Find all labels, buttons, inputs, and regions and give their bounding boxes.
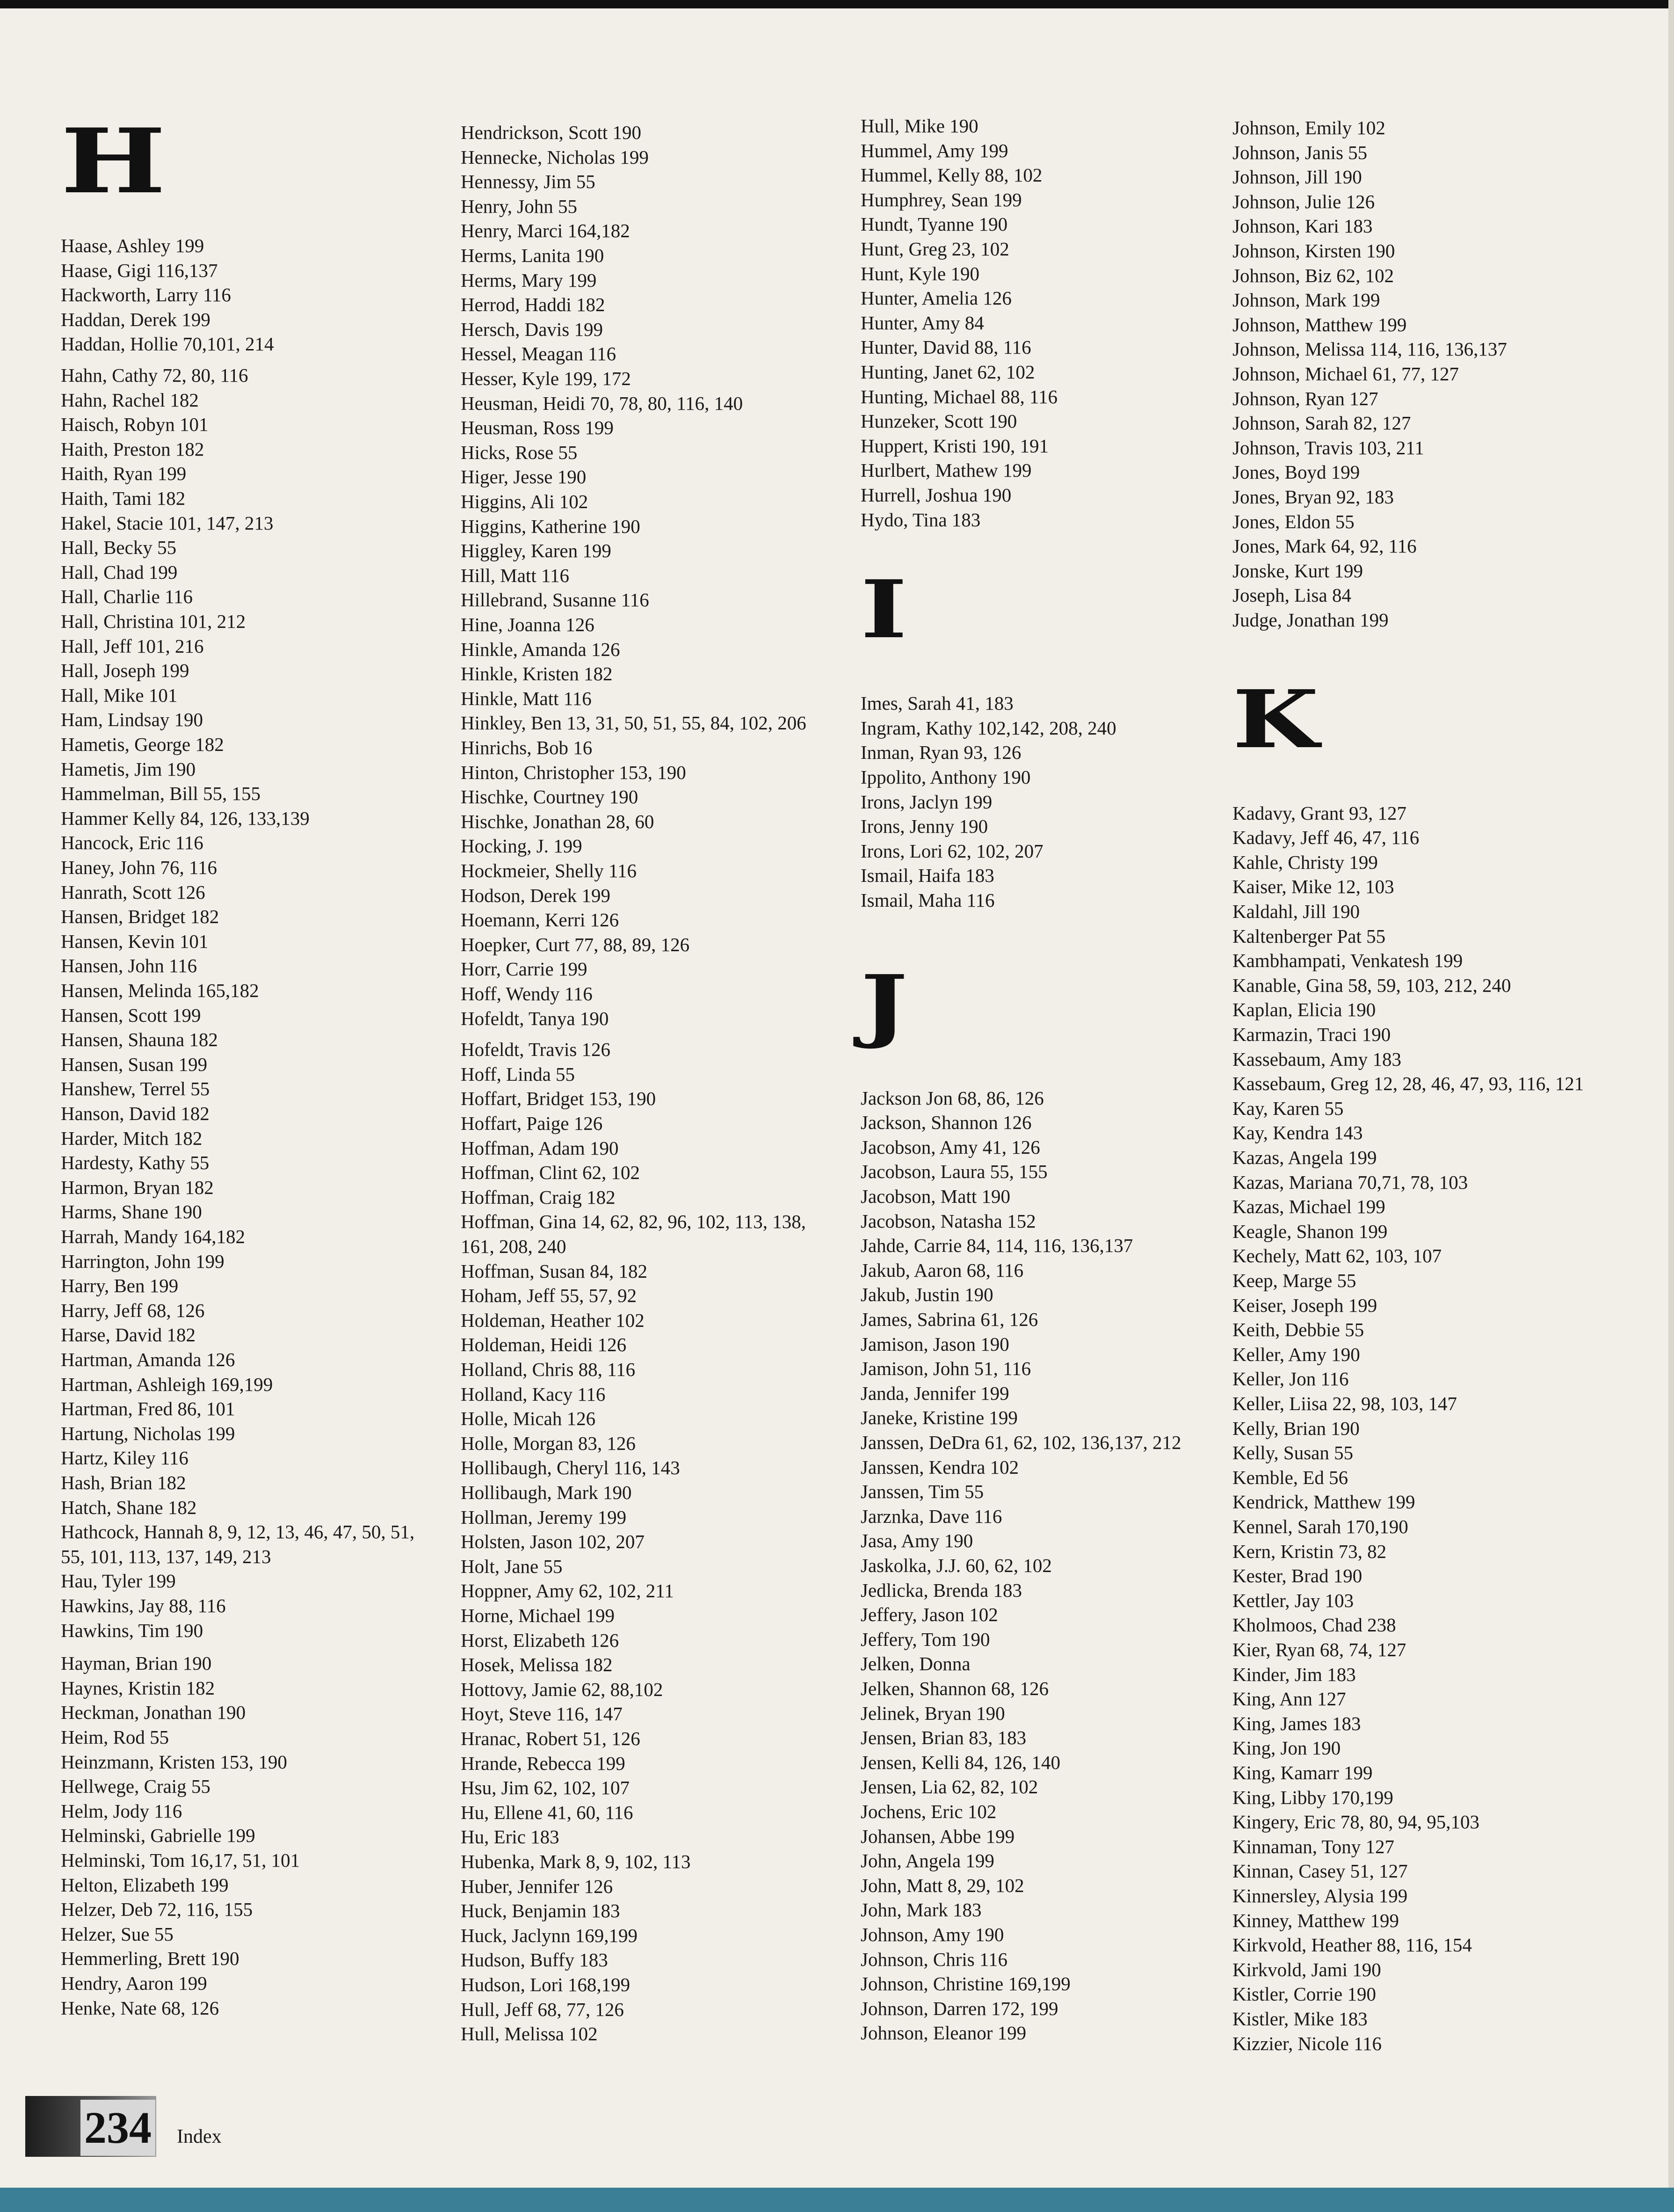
index-entry: Hennecke, Nicholas 199 [461,146,649,168]
index-entry: Helm, Jody 116 [61,1800,182,1822]
index-entry: Hubenka, Mark 8, 9, 102, 113 [461,1851,691,1872]
section-letter-i: I [861,563,907,657]
index-entry: Jacobson, Natasha 152 [861,1210,1036,1232]
index-entry: Heim, Rod 55 [61,1726,169,1748]
index-entry: Hansen, Susan 199 [61,1054,208,1075]
index-entry: Hakel, Stacie 101, 147, 213 [61,512,274,534]
index-entry: Johnson, Eleanor 199 [861,2022,1027,2044]
index-entry: Kettler, Jay 103 [1232,1590,1354,1611]
index-entry: Jedlicka, Brenda 183 [861,1579,1022,1601]
index-entry: Kirkvold, Jami 190 [1232,1959,1381,1980]
index-entry: Haith, Ryan 199 [61,463,187,484]
index-entry: Hunt, Greg 23, 102 [861,238,1009,260]
index-entry: King, Libby 170,199 [1232,1787,1393,1808]
index-entry: Hoepker, Curt 77, 88, 89, 126 [461,934,690,955]
index-entry: Ippolito, Anthony 190 [861,766,1031,788]
index-entry: Hofeldt, Travis 126 [461,1039,611,1060]
index-entry: Hrande, Rebecca 199 [461,1753,625,1774]
index-entry: Hunting, Janet 62, 102 [861,361,1035,383]
index-entry: Hall, Chad 199 [61,561,178,583]
index-entry: Johnson, Mark 199 [1232,289,1380,311]
index-entry: Johnson, Darren 172, 199 [861,1998,1058,2019]
index-entry: Hancock, Eric 116 [61,832,203,853]
index-entry: Hranac, Robert 51, 126 [461,1728,640,1749]
index-entry: Hau, Tyler 199 [61,1570,176,1592]
index-entry: Hinkle, Kristen 182 [461,663,613,684]
index-entry: Hoffart, Bridget 153, 190 [461,1088,656,1109]
page-top-edge [0,0,1674,8]
index-entry: Hofeldt, Tanya 190 [461,1008,609,1029]
index-entry: Helzer, Deb 72, 116, 155 [61,1899,253,1920]
index-entry: Harms, Shane 190 [61,1201,202,1222]
index-entry: King, Ann 127 [1232,1688,1346,1710]
page-number: 234 [80,2100,155,2156]
index-entry: Johnson, Christine 169,199 [861,1973,1071,1994]
index-entry: Helzer, Sue 55 [61,1923,174,1945]
index-entry: Kemble, Ed 56 [1232,1467,1348,1488]
index-entry: Herms, Mary 199 [461,269,597,291]
index-entry: John, Mark 183 [861,1899,982,1921]
index-entry: Hartung, Nicholas 199 [61,1423,235,1444]
index-entry: Helminski, Tom 16,17, 51, 101 [61,1849,300,1871]
index-entry: Jensen, Lia 62, 82, 102 [861,1776,1038,1797]
index-entry: Johnson, Kari 183 [1232,215,1373,237]
index-entry: Kay, Kendra 143 [1232,1122,1363,1143]
index-entry: Haddan, Hollie 70,101, 214 [61,333,274,355]
index-entry: Kelly, Brian 190 [1232,1418,1360,1439]
index-entry: Hosek, Melissa 182 [461,1654,613,1675]
index-entry: Heusman, Ross 199 [461,417,614,438]
index-entry: Johnson, Chris 116 [861,1949,1007,1970]
index-entry: Heckman, Jonathan 190 [61,1702,246,1723]
index-entry: Harse, David 182 [61,1324,196,1346]
index-entry: Hoffman, Clint 62, 102 [461,1162,640,1183]
index-entry: Janssen, Kendra 102 [861,1456,1019,1478]
index-entry: Hollman, Jeremy 199 [461,1506,627,1528]
index-entry: Ismail, Maha 116 [861,889,995,911]
index-entry: Kassebaum, Greg 12, 28, 46, 47, 93, 116, 121 [1232,1073,1584,1094]
index-entry: Hockmeier, Shelly 116 [461,860,637,881]
index-entry: Hoff, Linda 55 [461,1063,575,1085]
index-entry: Irons, Jaclyn 199 [861,791,993,813]
index-entry: Janssen, DeDra 61, 62, 102, 136,137, 212 [861,1432,1181,1453]
index-entry: Kaltenberger Pat 55 [1232,925,1386,947]
index-entry: Hunter, David 88, 116 [861,336,1031,358]
index-entry: Johnson, Amy 190 [861,1924,1004,1945]
index-entry: Kaiser, Mike 12, 103 [1232,876,1394,897]
index-entry: Hill, Matt 116 [461,565,569,586]
index-entry: Imes, Sarah 41, 183 [861,692,1014,714]
index-entry: Huber, Jennifer 126 [461,1876,613,1897]
index-entry: Haddan, Derek 199 [61,309,210,330]
index-entry: Hsu, Jim 62, 102, 107 [461,1777,630,1798]
index-entry: Hurlbert, Mathew 199 [861,459,1032,481]
index-entry: Hydo, Tina 183 [861,509,981,531]
index-entry: Hoham, Jeff 55, 57, 92 [461,1285,637,1306]
index-entry: Inman, Ryan 93, 126 [861,742,1022,763]
index-entry: Ingram, Kathy 102,142, 208, 240 [861,717,1116,739]
index-entry: Hurrell, Joshua 190 [861,484,1012,506]
index-entry: Kizzier, Nicole 116 [1232,2033,1382,2054]
index-entry: Heusman, Heidi 70, 78, 80, 116, 140 [461,393,743,414]
index-entry: Higgley, Karen 199 [461,540,611,561]
index-entry: Jelinek, Bryan 190 [861,1703,1005,1724]
index-entry: Hammelman, Bill 55, 155 [61,783,261,804]
index-entry: Keith, Debbie 55 [1232,1319,1364,1340]
index-entry: Keep, Marge 55 [1232,1270,1356,1291]
section-letter-k: K [1232,672,1319,766]
bottom-color-band [0,2188,1674,2212]
index-entry: Keiser, Joseph 199 [1232,1295,1377,1316]
index-entry: Jones, Eldon 55 [1232,511,1355,532]
index-entry: Hoffman, Craig 182 [461,1186,616,1208]
index-entry: Jensen, Brian 83, 183 [861,1727,1027,1748]
index-entry: Haynes, Kristin 182 [61,1677,215,1699]
index-entry: Hillebrand, Susanne 116 [461,589,649,611]
index-entry: Hanshew, Terrel 55 [61,1078,210,1099]
index-entry: Hellwege, Craig 55 [61,1775,210,1797]
index-entry: Jamison, Jason 190 [861,1333,1009,1355]
index-entry: Hischke, Courtney 190 [461,786,638,808]
section-letter-h: H [61,109,166,213]
section-letter-j: J [861,957,908,1051]
index-entry: Jelken, Shannon 68, 126 [861,1678,1049,1699]
index-entry: Kahle, Christy 199 [1232,851,1378,873]
index-entry: Hundt, Tyanne 190 [861,213,1008,235]
index-entry: Kinney, Matthew 199 [1232,1910,1399,1931]
index-entry: Hunzeker, Scott 190 [861,410,1017,432]
index-entry: Kingery, Eric 78, 80, 94, 95,103 [1232,1811,1479,1833]
index-entry: Kay, Karen 55 [1232,1098,1344,1119]
index-entry: Hunt, Kyle 190 [861,263,979,284]
index-entry: Harder, Mitch 182 [61,1128,203,1149]
index-entry: Joseph, Lisa 84 [1232,584,1351,606]
index-entry: Hahn, Cathy 72, 80, 116 [61,364,248,386]
index-entry: Hoffart, Paige 126 [461,1113,603,1134]
index-entry: Jeffery, Jason 102 [861,1604,998,1625]
index-entry: Kester, Brad 190 [1232,1565,1362,1586]
index-entry: Helminski, Gabrielle 199 [61,1825,255,1846]
index-entry: Johansen, Abbe 199 [861,1826,1015,1847]
index-entry: Harmon, Bryan 182 [61,1177,214,1198]
index-entry: Johnson, Ryan 127 [1232,388,1378,409]
index-entry: Hanrath, Scott 126 [61,881,205,903]
index-entry: Jahde, Carrie 84, 114, 116, 136,137 [861,1235,1133,1256]
index-entry: Hull, Melissa 102 [461,2023,598,2045]
index-entry: Hartz, Kiley 116 [61,1447,188,1469]
index-entry: James, Sabrina 61, 126 [861,1309,1038,1330]
index-entry: Holland, Kacy 116 [461,1383,606,1405]
index-entry: Hinkle, Matt 116 [461,688,592,709]
index-entry: Kazas, Angela 199 [1232,1147,1377,1168]
index-entry: Hoffman, Susan 84, 182 [461,1260,647,1282]
index-entry: Kelly, Susan 55 [1232,1442,1354,1463]
index-entry: Jarznka, Dave 116 [861,1506,1002,1527]
index-entry: John, Angela 199 [861,1850,994,1871]
index-entry: Humphrey, Sean 199 [861,189,1022,211]
index-entry: Hartman, Amanda 126 [61,1349,235,1370]
index-entry: Helton, Elizabeth 199 [61,1874,229,1896]
index-entry: Irons, Jenny 190 [861,815,988,837]
index-entry: Holdeman, Heather 102 [461,1310,645,1331]
index-entry: Hardesty, Kathy 55 [61,1152,210,1173]
index-entry: Kirkvold, Heather 88, 116, 154 [1232,1934,1472,1956]
index-entry: Hennessy, Jim 55 [461,171,595,192]
index-entry: Hollibaugh, Mark 190 [461,1482,632,1503]
index-entry: Hall, Jeff 101, 216 [61,635,204,657]
index-entry: Keller, Amy 190 [1232,1344,1360,1365]
index-entry: Hinrichs, Bob 16 [461,737,593,758]
index-entry: Henry, Marci 164,182 [461,220,630,241]
index-entry: Hesser, Kyle 199, 172 [461,368,631,389]
index-entry: King, James 183 [1232,1713,1361,1734]
index-entry: Johnson, Sarah 82, 127 [1232,412,1411,434]
index-entry: Harry, Ben 199 [61,1275,179,1296]
index-entry: Kadavy, Grant 93, 127 [1232,802,1406,824]
index-entry: Jakub, Justin 190 [861,1284,993,1305]
index-entry: Jacobson, Amy 41, 126 [861,1136,1040,1158]
index-entry: Keagle, Shanon 199 [1232,1221,1388,1242]
index-entry: Haith, Tami 182 [61,488,186,509]
index-entry: King, Kamarr 199 [1232,1762,1373,1783]
index-entry: Hendrickson, Scott 190 [461,122,642,143]
index-entry: Hinkle, Amanda 126 [461,639,620,660]
index-entry: Hersch, Davis 199 [461,319,603,340]
index-entry: Jonske, Kurt 199 [1232,560,1363,582]
index-entry: Hoffman, Gina 14, 62, 82, 96, 102, 113, 138, [461,1211,806,1232]
index-entry: Huck, Benjamin 183 [461,1900,620,1921]
index-entry: Hoyt, Steve 116, 147 [461,1703,623,1724]
index-entry: Hackworth, Larry 116 [61,284,231,306]
index-entry: Herrod, Haddi 182 [461,294,605,315]
index-entry: Jelken, Donna [861,1653,971,1674]
index-entry: Jacobson, Laura 55, 155 [861,1161,1048,1182]
index-entry: Hull, Jeff 68, 77, 126 [461,1999,624,2020]
index-entry: Kambhampati, Venkatesh 199 [1232,950,1463,971]
index-entry: Kaldahl, Jill 190 [1232,901,1360,922]
index-entry: 161, 208, 240 [461,1236,566,1257]
index-entry: Keller, Liisa 22, 98, 103, 147 [1232,1393,1457,1414]
index-entry: Haase, Ashley 199 [61,235,204,256]
index-entry: Hansen, Scott 199 [61,1004,201,1026]
index-entry: Jackson, Shannon 126 [861,1112,1032,1133]
index-entry: Johnson, Matthew 199 [1232,314,1407,335]
index-entry: Irons, Lori 62, 102, 207 [861,840,1044,862]
index-entry: King, Jon 190 [1232,1737,1341,1759]
index-entry: Janeke, Kristine 199 [861,1407,1018,1428]
index-entry: Kinnersley, Alysia 199 [1232,1885,1408,1906]
index-entry: Johnson, Kirsten 190 [1232,240,1395,262]
index-entry: Haisch, Robyn 101 [61,414,209,435]
index-entry: Hinkley, Ben 13, 31, 50, 51, 55, 84, 102, 206 [461,712,806,734]
index-entry: Janda, Jennifer 199 [861,1382,1009,1404]
index-entry: Kern, Kristin 73, 82 [1232,1541,1387,1562]
index-entry: Jensen, Kelli 84, 126, 140 [861,1752,1061,1773]
index-entry: Kazas, Michael 199 [1232,1196,1385,1217]
index-entry: Jamison, John 51, 116 [861,1358,1031,1379]
index-entry: Hummel, Amy 199 [861,140,1008,161]
index-entry: Haney, John 76, 116 [61,857,217,878]
index-entry: Kassebaum, Amy 183 [1232,1048,1401,1070]
index-entry: Henke, Nate 68, 126 [61,1997,219,2019]
index-entry: Hash, Brian 182 [61,1472,186,1493]
index-entry: Hall, Mike 101 [61,684,178,706]
index-entry: Hansen, Shauna 182 [61,1029,218,1050]
index-entry: Horne, Michael 199 [461,1605,615,1626]
index-entry: Holt, Jane 55 [461,1556,563,1577]
index-entry: Johnson, Travis 103, 211 [1232,437,1424,458]
index-entry: Kanable, Gina 58, 59, 103, 212, 240 [1232,975,1511,996]
index-entry: Holland, Chris 88, 116 [461,1359,636,1380]
index-entry: Hatch, Shane 182 [61,1497,197,1518]
index-entry: Hall, Joseph 199 [61,660,189,681]
index-entry: Hummel, Kelly 88, 102 [861,164,1043,186]
index-entry: Hischke, Jonathan 28, 60 [461,811,654,832]
index-entry: Hansen, John 116 [61,955,197,976]
index-entry: Hoff, Wendy 116 [461,983,593,1004]
index-entry: Ham, Lindsay 190 [61,709,203,730]
index-entry: Jeffery, Tom 190 [861,1629,990,1650]
index-entry: Johnson, Melissa 114, 116, 136,137 [1232,338,1507,360]
index-entry: Hawkins, Tim 190 [61,1620,203,1641]
index-entry: Hu, Eric 183 [461,1826,559,1848]
index-entry: Keller, Jon 116 [1232,1368,1349,1390]
index-entry: Hall, Becky 55 [61,537,177,558]
index-entry: Huck, Jaclynn 169,199 [461,1925,638,1946]
index-entry: Kechely, Matt 62, 103, 107 [1232,1245,1442,1266]
index-entry: Hoemann, Kerri 126 [461,909,619,931]
index-entry: Heinzmann, Kristen 153, 190 [61,1751,287,1773]
index-entry: Higgins, Ali 102 [461,491,588,512]
index-entry: Herms, Lanita 190 [461,245,604,266]
index-entry: Harrah, Mandy 164,182 [61,1226,245,1247]
index-entry: Hartman, Fred 86, 101 [61,1398,235,1419]
index-entry: Holle, Morgan 83, 126 [461,1433,636,1454]
index-entry: Kinnaman, Tony 127 [1232,1836,1394,1857]
index-entry: Kaplan, Elicia 190 [1232,999,1376,1020]
index-entry: Hansen, Bridget 182 [61,906,219,927]
index-entry: Hessel, Meagan 116 [461,343,616,364]
index-entry: Kazas, Mariana 70,71, 78, 103 [1232,1171,1468,1193]
section-label: Index [177,2126,222,2147]
index-entry: Jaskolka, J.J. 60, 62, 102 [861,1555,1052,1576]
index-entry: Hall, Charlie 116 [61,586,193,607]
index-entry: Jones, Bryan 92, 183 [1232,486,1394,508]
index-entry: Hocking, J. 199 [461,835,582,857]
index-entry: Hathcock, Hannah 8, 9, 12, 13, 46, 47, 50, 51, [61,1521,415,1543]
index-entry: Janssen, Tim 55 [861,1481,984,1502]
index-entry: Hudson, Buffy 183 [461,1949,608,1971]
index-entry: Johnson, Janis 55 [1232,142,1368,163]
index-entry: Hicks, Rose 55 [461,442,578,463]
index-entry: Hendry, Aaron 199 [61,1972,207,1994]
index-entry: Kistler, Corrie 190 [1232,1983,1376,2005]
index-entry: Hull, Mike 190 [861,115,978,137]
index-entry: Haith, Preston 182 [61,438,204,460]
index-entry: 55, 101, 113, 137, 149, 213 [61,1546,271,1567]
index-entry: Hametis, Jim 190 [61,758,196,780]
index-entry: Hammer Kelly 84, 126, 133,139 [61,808,310,829]
index-entry: Jakub, Aaron 68, 116 [861,1259,1024,1281]
index-entry: Hu, Ellene 41, 60, 116 [461,1802,633,1823]
index-entry: Higer, Jesse 190 [461,466,587,488]
index-entry: Hansen, Kevin 101 [61,931,209,952]
index-entry: Huppert, Kristi 190, 191 [861,435,1049,457]
index-entry: Hunter, Amy 84 [861,312,984,334]
index-entry: Kistler, Mike 183 [1232,2008,1368,2030]
index-entry: Hartman, Ashleigh 169,199 [61,1374,273,1395]
index-entry: Holdeman, Heidi 126 [461,1334,627,1355]
index-entry: Kier, Ryan 68, 74, 127 [1232,1639,1406,1660]
index-entry: Jackson Jon 68, 86, 126 [861,1087,1044,1109]
index-entry: Hemmerling, Brett 190 [61,1948,239,1969]
index-entry: Johnson, Jill 190 [1232,166,1362,188]
index-entry: Hansen, Melinda 165,182 [61,980,259,1001]
index-entry: Harrington, John 199 [61,1251,225,1272]
index-entry: Kennel, Sarah 170,190 [1232,1516,1408,1537]
index-entry: Horr, Carrie 199 [461,958,587,980]
index-entry: Hunting, Michael 88, 116 [861,386,1058,407]
index-entry: Hunter, Amelia 126 [861,287,1012,309]
index-entry: Johnson, Biz 62, 102 [1232,265,1394,286]
index-entry: Hawkins, Jay 88, 116 [61,1595,226,1616]
index-entry: Henry, John 55 [461,196,578,217]
index-entry: Jasa, Amy 190 [861,1530,973,1551]
index-entry: Judge, Jonathan 199 [1232,609,1389,631]
index-entry: Holle, Micah 126 [461,1408,596,1429]
index-entry: John, Matt 8, 29, 102 [861,1875,1024,1896]
index-entry: Holsten, Jason 102, 207 [461,1531,645,1552]
index-entry: Jacobson, Matt 190 [861,1186,1010,1207]
index-entry: Jones, Mark 64, 92, 116 [1232,535,1417,557]
index-entry: Johnson, Michael 61, 77, 127 [1232,363,1459,385]
index-entry: Kadavy, Jeff 46, 47, 116 [1232,827,1420,848]
index-entry: Hottovy, Jamie 62, 88,102 [461,1679,663,1700]
index-entry: Hine, Joanna 126 [461,614,594,635]
index-entry: Johnson, Emily 102 [1232,117,1385,138]
index-entry: Jochens, Eric 102 [861,1801,997,1822]
index-entry: Hollibaugh, Cheryl 116, 143 [461,1457,680,1478]
index-entry: Hoffman, Adam 190 [461,1137,619,1159]
index-entry: Hudson, Lori 168,199 [461,1974,630,1995]
index-entry: Karmazin, Traci 190 [1232,1024,1391,1045]
index-entry: Harry, Jeff 68, 126 [61,1300,205,1321]
index-entry: Hoppner, Amy 62, 102, 211 [461,1580,674,1601]
index-entry: Haase, Gigi 116,137 [61,260,218,281]
index-entry: Ismail, Haifa 183 [861,865,994,886]
index-entry: Kinnan, Casey 51, 127 [1232,1860,1408,1882]
index-entry: Kendrick, Matthew 199 [1232,1491,1415,1513]
index-entry: Hametis, George 182 [61,734,224,755]
index-entry: Kholmoos, Chad 238 [1232,1614,1396,1636]
index-entry: Hanson, David 182 [61,1103,210,1124]
index-entry: Kinder, Jim 183 [1232,1664,1356,1685]
index-entry: Hinton, Christopher 153, 190 [461,762,686,783]
page-right-edge [1668,0,1674,2212]
index-entry: Higgins, Katherine 190 [461,516,640,537]
index-entry: Johnson, Julie 126 [1232,191,1375,212]
index-entry: Horst, Elizabeth 126 [461,1630,619,1651]
index-entry: Hayman, Brian 190 [61,1652,212,1674]
index-entry: Jones, Boyd 199 [1232,461,1360,483]
index-entry: Hodson, Derek 199 [461,885,610,906]
index-entry: Hall, Christina 101, 212 [61,611,246,632]
index-entry: Hahn, Rachel 182 [61,389,199,411]
